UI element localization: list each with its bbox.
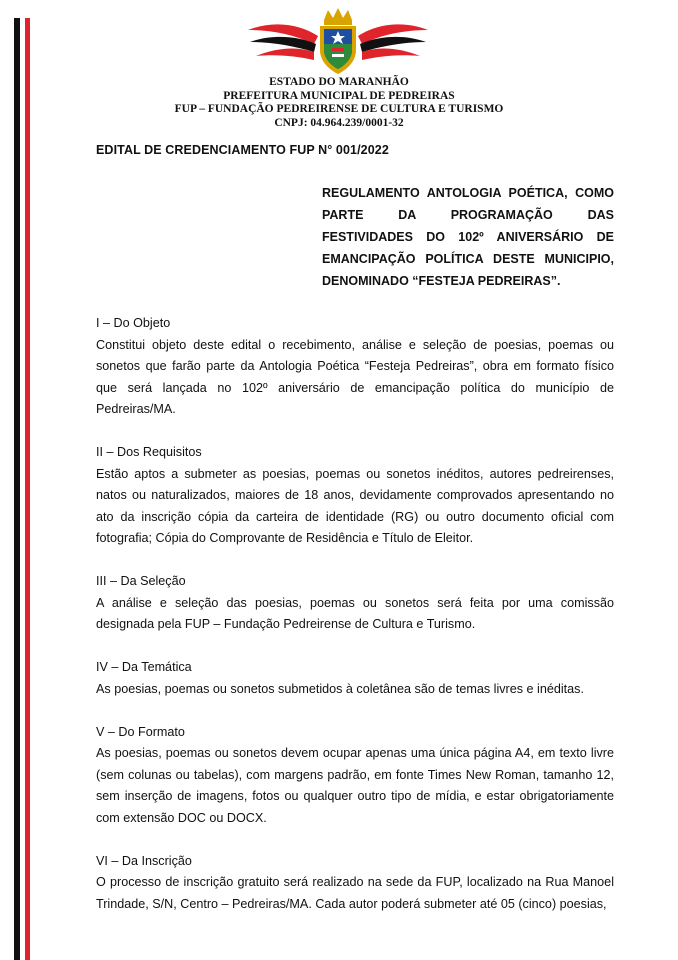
section-body: As poesias, poemas ou sonetos submetidos à coletânea são de temas livres e inéditas. bbox=[96, 681, 584, 696]
section-body: As poesias, poemas ou sonetos devem ocupar apenas uma única página A4, em texto livre (sem colunas ou tabelas), com margens padrão, em fonte Times New Roman, tamanho 12, sem inserção de imagens, fotos ou qualquer outro tipo de mídia, e estar obrigatoriamente com extensão DOC ou DOCX. bbox=[96, 746, 614, 825]
section-heading: V – Do Formato bbox=[96, 724, 185, 739]
header-line-cnpj: CNPJ: 04.964.239/0001-32 bbox=[274, 116, 404, 129]
section-requisitos bbox=[96, 442, 614, 550]
section-body: A análise e seleção das poesias, poemas ou sonetos será feita por uma comissão designada pela FUP – Fundação Pedreirense de Cultura e Turismo. bbox=[96, 595, 614, 631]
section-body: O processo de inscrição gratuito será realizado na sede da FUP, localizado na Rua Manoel Trindade, S/N, Centro – Pedreiras/MA. Cada autor poderá submeter até 05 (cinco) poesias, bbox=[96, 875, 614, 911]
section-inscricao bbox=[96, 851, 614, 916]
section-body: Constitui objeto deste edital o recebimento, análise e seleção de poesias, poemas ou sonetos que farão parte da Antologia Poética “Festeja Pedreiras”, obra em formato físico que será lançada no 102º aniversário de emancipação política do município de Pedreiras/MA. bbox=[96, 337, 614, 416]
section-selecao bbox=[96, 571, 614, 636]
section-heading: IV – Da Temática bbox=[96, 660, 192, 674]
document-body bbox=[96, 313, 614, 937]
section-formato bbox=[96, 722, 614, 830]
section-body: Estão aptos a submeter as poesias, poemas ou sonetos inéditos, autores pedreirenses, natos ou naturalizados, maiores de 18 anos, devidamente comprovados apresentando no ato da inscrição cópia da carteira de identidade (RG) ou outro documento oficial com fotografia; Cópia do Comprovante de Residência e Título de Eleitor. bbox=[96, 466, 614, 545]
section-tematica bbox=[96, 657, 614, 700]
section-heading: III – Da Seleção bbox=[96, 574, 186, 588]
header-line-state: ESTADO DO MARANHÃO bbox=[269, 76, 409, 88]
coat-of-arms-logo bbox=[248, 6, 428, 78]
left-red-border bbox=[25, 18, 30, 960]
section-heading: II – Dos Requisitos bbox=[96, 445, 202, 459]
left-black-border bbox=[14, 18, 20, 960]
document-title: EDITAL DE CREDENCIAMENTO FUP N° 001/2022 bbox=[96, 143, 389, 157]
section-objeto bbox=[96, 313, 614, 421]
header-line-fundacao: FUP – FUNDAÇÃO PEDREIRENSE DE CULTURA E TURISMO bbox=[174, 103, 504, 115]
institution-header bbox=[0, 76, 678, 130]
section-heading: I – Do Objeto bbox=[96, 316, 171, 330]
section-heading: VI – Da Inscrição bbox=[96, 853, 192, 868]
header-line-prefeitura: PREFEITURA MUNICIPAL DE PEDREIRAS bbox=[223, 89, 455, 102]
regulamento-summary: REGULAMENTO ANTOLOGIA POÉTICA, COMO PARTE DA PROGRAMAÇÃO DAS FESTIVIDADES DO 102º ANIVERSÁRIO DE EMANCIPAÇÃO POLÍTICA DESTE MUNICIPIO, DENOMINADO “FESTEJA PEDREIRAS”. bbox=[322, 186, 614, 288]
